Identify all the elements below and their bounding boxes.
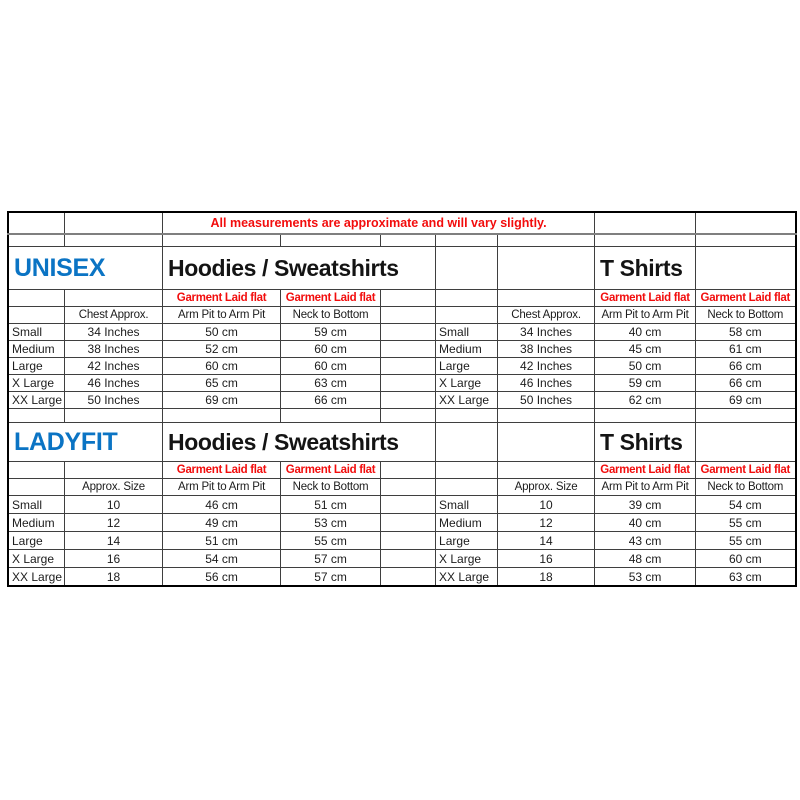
value-cell: 59 cm [281,324,381,341]
empty-cell [281,234,381,247]
empty-cell [381,568,436,587]
value-cell: 42 Inches [498,358,595,375]
value-cell: 60 cm [696,550,796,568]
empty-cell [381,409,436,423]
neck-header: Neck to Bottom [281,307,381,324]
value-cell: 40 cm [595,514,696,532]
empty-cell [436,234,498,247]
table-row [8,307,796,324]
value-cell: 55 cm [696,532,796,550]
empty-cell [8,234,65,247]
value-cell: 60 cm [281,341,381,358]
value-cell: 53 cm [595,568,696,587]
tshirts-title: T Shirts [595,247,696,290]
size-label-cell: X Large [436,550,498,568]
empty-cell [436,247,498,290]
value-cell: 53 cm [281,514,381,532]
table-row [8,375,796,392]
value-cell: 48 cm [595,550,696,568]
table-row [8,358,796,375]
neck-header: Neck to Bottom [696,307,796,324]
size-label-cell: Medium [436,514,498,532]
empty-cell [381,514,436,532]
size-label-cell: Large [8,532,65,550]
value-cell: 46 Inches [498,375,595,392]
unisex-section-title: UNISEX [8,247,163,290]
table-row [8,247,796,290]
value-cell: 34 Inches [498,324,595,341]
empty-cell [595,212,696,234]
size-label-cell: Small [8,324,65,341]
value-cell: 60 cm [281,358,381,375]
value-cell: 14 [498,532,595,550]
empty-cell [8,462,65,479]
empty-cell [498,290,595,307]
value-cell: 66 cm [696,358,796,375]
approx-size-header: Approx. Size [65,479,163,496]
value-cell: 58 cm [696,324,796,341]
chest-approx-header: Chest Approx. [498,307,595,324]
value-cell: 18 [498,568,595,587]
table-row [8,392,796,409]
size-label-cell: Small [8,496,65,514]
hoodies-title: Hoodies / Sweatshirts [163,423,436,462]
table-row [8,550,796,568]
size-label-cell: Medium [8,514,65,532]
value-cell: 66 cm [281,392,381,409]
empty-cell [696,247,796,290]
empty-cell [498,247,595,290]
empty-cell [498,409,595,423]
value-cell: 40 cm [595,324,696,341]
size-label-cell: Large [8,358,65,375]
neck-header: Neck to Bottom [696,479,796,496]
empty-cell [381,307,436,324]
size-label-cell: Large [436,532,498,550]
empty-cell [381,392,436,409]
value-cell: 49 cm [163,514,281,532]
empty-cell [8,212,65,234]
armpit-header: Arm Pit to Arm Pit [595,479,696,496]
garment-laid-flat-label: Garment Laid flat [696,462,796,479]
armpit-header: Arm Pit to Arm Pit [163,307,281,324]
size-label-cell: Medium [436,341,498,358]
size-label-cell: X Large [8,550,65,568]
garment-laid-flat-label: Garment Laid flat [163,290,281,307]
garment-laid-flat-label: Garment Laid flat [281,462,381,479]
tshirts-title: T Shirts [595,423,696,462]
empty-cell [696,212,796,234]
value-cell: 42 Inches [65,358,163,375]
value-cell: 65 cm [163,375,281,392]
table-row [8,234,796,247]
value-cell: 63 cm [696,568,796,587]
table-row [8,514,796,532]
value-cell: 51 cm [163,532,281,550]
table-row [8,212,796,234]
approx-size-header: Approx. Size [498,479,595,496]
empty-cell [498,234,595,247]
size-label-cell: XX Large [8,568,65,587]
empty-cell [65,409,163,423]
empty-cell [381,358,436,375]
value-cell: 45 cm [595,341,696,358]
value-cell: 55 cm [281,532,381,550]
size-chart-table [7,211,797,587]
size-label-cell: XX Large [8,392,65,409]
empty-cell [65,212,163,234]
value-cell: 55 cm [696,514,796,532]
empty-cell [8,479,65,496]
empty-cell [65,290,163,307]
empty-cell [498,423,595,462]
value-cell: 50 Inches [498,392,595,409]
garment-laid-flat-label: Garment Laid flat [163,462,281,479]
empty-cell [381,375,436,392]
value-cell: 34 Inches [65,324,163,341]
size-label-cell: XX Large [436,568,498,587]
empty-cell [8,307,65,324]
value-cell: 43 cm [595,532,696,550]
empty-cell [696,234,796,247]
table-row [8,423,796,462]
empty-cell [595,234,696,247]
value-cell: 18 [65,568,163,587]
size-label-cell: Small [436,324,498,341]
table-row [8,462,796,479]
empty-cell [436,409,498,423]
table-row [8,324,796,341]
table-row [8,290,796,307]
value-cell: 10 [498,496,595,514]
value-cell: 60 cm [163,358,281,375]
value-cell: 12 [498,514,595,532]
empty-cell [381,550,436,568]
table-row [8,479,796,496]
empty-cell [65,234,163,247]
value-cell: 57 cm [281,568,381,587]
value-cell: 38 Inches [65,341,163,358]
empty-cell [381,324,436,341]
table-row [8,496,796,514]
table-row [8,341,796,358]
table-row [8,409,796,423]
value-cell: 16 [65,550,163,568]
value-cell: 66 cm [696,375,796,392]
size-label-cell: Medium [8,341,65,358]
empty-cell [65,462,163,479]
empty-cell [436,307,498,324]
size-label-cell: XX Large [436,392,498,409]
size-label-cell: Small [436,496,498,514]
size-label-cell: Large [436,358,498,375]
empty-cell [381,290,436,307]
ladyfit-section-title: LADYFIT [8,423,163,462]
measurements-note: All measurements are approximate and will vary slightly. [163,212,595,234]
value-cell: 52 cm [163,341,281,358]
empty-cell [381,462,436,479]
garment-laid-flat-label: Garment Laid flat [696,290,796,307]
value-cell: 46 cm [163,496,281,514]
neck-header: Neck to Bottom [281,479,381,496]
value-cell: 54 cm [696,496,796,514]
hoodies-title: Hoodies / Sweatshirts [163,247,436,290]
table-row [8,532,796,550]
garment-laid-flat-label: Garment Laid flat [595,462,696,479]
value-cell: 69 cm [163,392,281,409]
armpit-header: Arm Pit to Arm Pit [163,479,281,496]
empty-cell [163,409,281,423]
table-row [8,568,796,587]
value-cell: 50 Inches [65,392,163,409]
empty-cell [498,462,595,479]
empty-cell [696,409,796,423]
value-cell: 51 cm [281,496,381,514]
empty-cell [381,496,436,514]
empty-cell [8,409,65,423]
empty-cell [381,479,436,496]
garment-laid-flat-label: Garment Laid flat [595,290,696,307]
value-cell: 38 Inches [498,341,595,358]
value-cell: 39 cm [595,496,696,514]
value-cell: 16 [498,550,595,568]
value-cell: 69 cm [696,392,796,409]
value-cell: 62 cm [595,392,696,409]
size-label-cell: X Large [8,375,65,392]
value-cell: 59 cm [595,375,696,392]
value-cell: 61 cm [696,341,796,358]
empty-cell [595,409,696,423]
empty-cell [436,423,498,462]
value-cell: 50 cm [595,358,696,375]
value-cell: 50 cm [163,324,281,341]
empty-cell [163,234,281,247]
value-cell: 12 [65,514,163,532]
chest-approx-header: Chest Approx. [65,307,163,324]
value-cell: 57 cm [281,550,381,568]
garment-laid-flat-label: Garment Laid flat [281,290,381,307]
empty-cell [436,462,498,479]
value-cell: 10 [65,496,163,514]
empty-cell [281,409,381,423]
empty-cell [381,341,436,358]
empty-cell [8,290,65,307]
empty-cell [381,532,436,550]
value-cell: 63 cm [281,375,381,392]
value-cell: 54 cm [163,550,281,568]
value-cell: 56 cm [163,568,281,587]
empty-cell [381,234,436,247]
empty-cell [696,423,796,462]
armpit-header: Arm Pit to Arm Pit [595,307,696,324]
empty-cell [436,479,498,496]
value-cell: 46 Inches [65,375,163,392]
value-cell: 14 [65,532,163,550]
size-label-cell: X Large [436,375,498,392]
empty-cell [436,290,498,307]
